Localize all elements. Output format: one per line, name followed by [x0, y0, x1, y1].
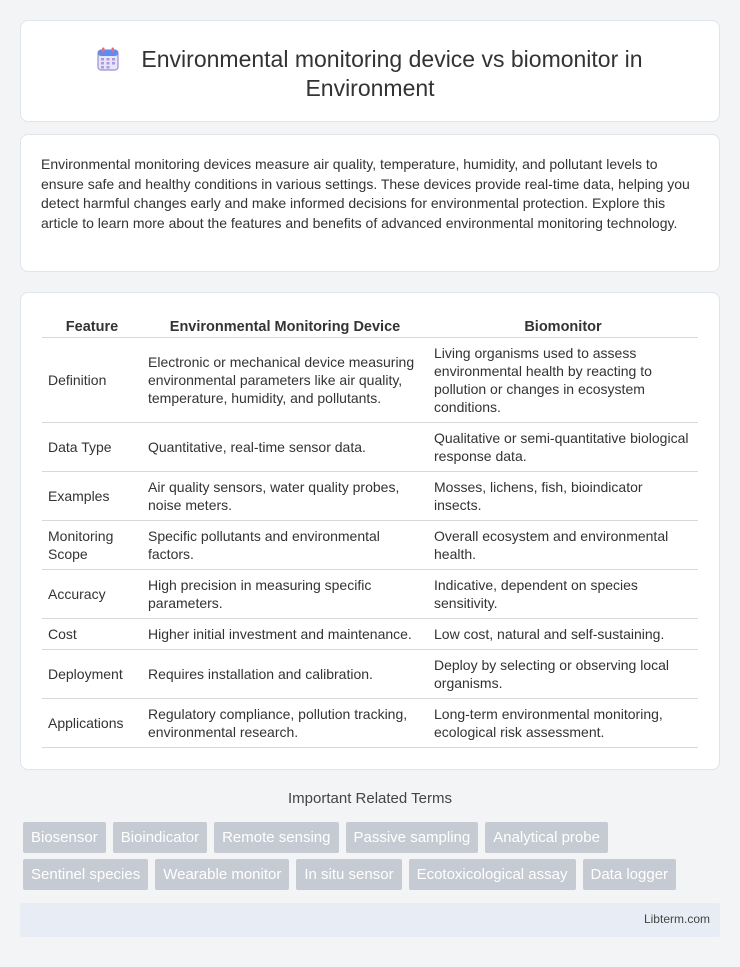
- tag-passive-sampling[interactable]: Passive sampling: [346, 822, 479, 853]
- table-row: [42, 649, 698, 698]
- header-device: Environmental Monitoring Device: [142, 315, 428, 337]
- cell-feature: Deployment: [42, 649, 142, 698]
- cell-feature: Monitoring Scope: [42, 520, 142, 569]
- header-biomonitor: Biomonitor: [428, 315, 698, 337]
- title-card: [20, 20, 720, 122]
- table-row: [42, 618, 698, 649]
- tag-wearable-monitor[interactable]: Wearable monitor: [155, 859, 289, 890]
- cell-biomonitor: Long-term environmental monitoring, ecological risk assessment.: [428, 698, 698, 747]
- related-terms-title: Important Related Terms: [288, 790, 452, 807]
- title-line-1: Environmental monitoring device vs biomonitor in: [141, 46, 643, 72]
- cell-device: High precision in measuring specific parameters.: [142, 569, 428, 618]
- cell-device: Higher initial investment and maintenance.: [142, 618, 428, 649]
- comparison-table: [42, 315, 698, 748]
- tag-biosensor[interactable]: Biosensor: [23, 822, 106, 853]
- tag-ecotoxicological-assay[interactable]: Ecotoxicological assay: [409, 859, 576, 890]
- cell-biomonitor: Low cost, natural and self-sustaining.: [428, 618, 698, 649]
- cell-device: Electronic or mechanical device measuring environmental parameters like air quality, temperature, humidity, and pollutants.: [142, 337, 428, 422]
- cell-device: Air quality sensors, water quality probes, noise meters.: [142, 471, 428, 520]
- related-terms: [23, 822, 723, 896]
- header-feature: Feature: [42, 315, 142, 337]
- intro-card: [20, 134, 720, 272]
- cell-biomonitor: Qualitative or semi-quantitative biological response data.: [428, 422, 698, 471]
- cell-feature: Cost: [42, 618, 142, 649]
- tag-row-2: [23, 859, 723, 890]
- tag-sentinel-species[interactable]: Sentinel species: [23, 859, 148, 890]
- cell-biomonitor: Overall ecosystem and environmental health.: [428, 520, 698, 569]
- cell-feature: Applications: [42, 698, 142, 747]
- comparison-card: [20, 292, 720, 770]
- calendar-icon: [97, 47, 119, 71]
- cell-feature: Examples: [42, 471, 142, 520]
- cell-device: Quantitative, real-time sensor data.: [142, 422, 428, 471]
- table-row: [42, 698, 698, 747]
- table-row: [42, 337, 698, 422]
- cell-biomonitor: Deploy by selecting or observing local organisms.: [428, 649, 698, 698]
- cell-device: Requires installation and calibration.: [142, 649, 428, 698]
- intro-paragraph: Environmental monitoring devices measure air quality, temperature, humidity, and pollutant levels to ensure safe and healthy conditions in various settings. These devices provide real-time data, helping you detect harmful changes early and make informed decisions for environmental protection. Explore this article to learn more about the features and benefits of advanced environmental monitoring technology.: [41, 156, 690, 231]
- tag-in-situ-sensor[interactable]: In situ sensor: [296, 859, 401, 890]
- table-row: [42, 422, 698, 471]
- tag-remote-sensing[interactable]: Remote sensing: [214, 822, 338, 853]
- table-header-row: [42, 315, 698, 337]
- title-line-2: Environment: [305, 75, 435, 101]
- page-title: [21, 45, 719, 103]
- cell-biomonitor: Living organisms used to assess environmental health by reacting to pollution or changes in ecosystem conditions.: [428, 337, 698, 422]
- cell-feature: Accuracy: [42, 569, 142, 618]
- table-row: [42, 520, 698, 569]
- tag-analytical-probe[interactable]: Analytical probe: [485, 822, 608, 853]
- cell-feature: Definition: [42, 337, 142, 422]
- cell-device: Regulatory compliance, pollution tracking, environmental research.: [142, 698, 428, 747]
- table-row: [42, 569, 698, 618]
- tag-data-logger[interactable]: Data logger: [583, 859, 677, 890]
- footer-brand[interactable]: Libterm.com: [643, 912, 710, 926]
- cell-biomonitor: Indicative, dependent on species sensitivity.: [428, 569, 698, 618]
- tag-row-1: [23, 822, 723, 853]
- cell-device: Specific pollutants and environmental factors.: [142, 520, 428, 569]
- footer: [20, 903, 720, 937]
- tag-bioindicator[interactable]: Bioindicator: [113, 822, 207, 853]
- cell-feature: Data Type: [42, 422, 142, 471]
- cell-biomonitor: Mosses, lichens, fish, bioindicator insects.: [428, 471, 698, 520]
- table-row: [42, 471, 698, 520]
